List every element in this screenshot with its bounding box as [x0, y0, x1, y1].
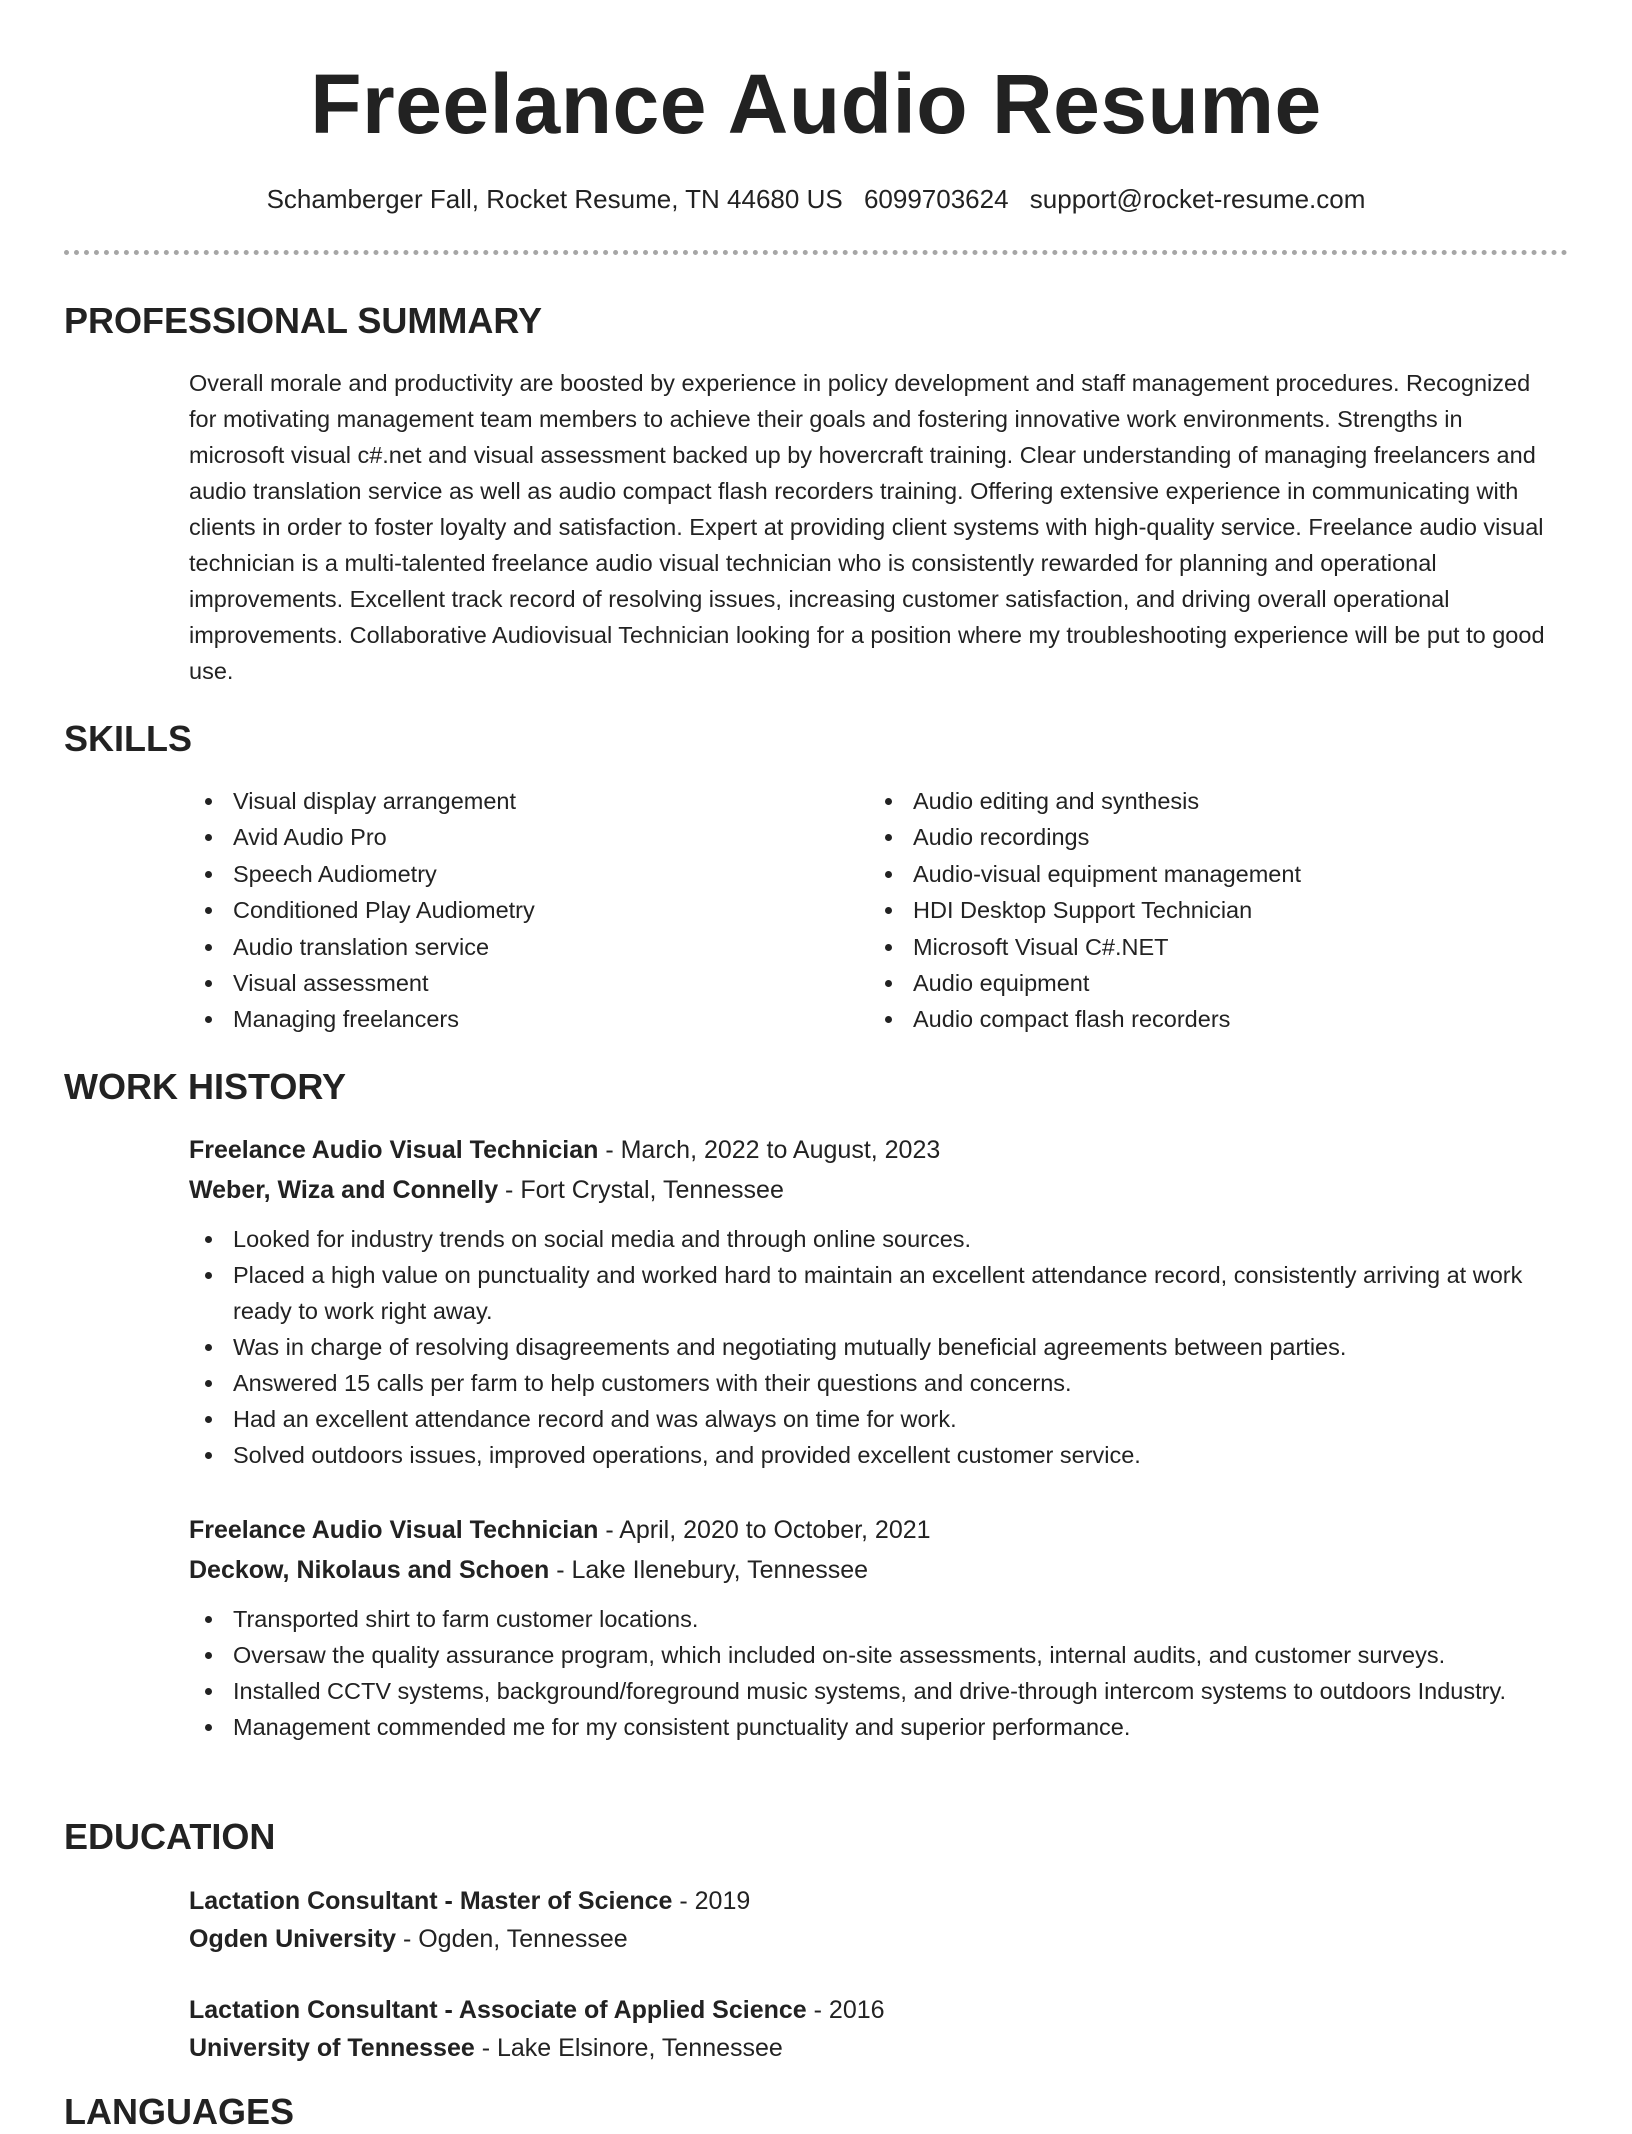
education-degree: Lactation Consultant - Master of Science [189, 1887, 673, 1915]
job-dates: - March, 2022 to August, 2023 [598, 1136, 941, 1164]
job-bullets [189, 1221, 1559, 1473]
skill-item: Speech Audiometry [189, 856, 849, 892]
job-location: - Lake Ilenebury, Tennessee [549, 1556, 869, 1584]
job-bullet: Installed CCTV systems, background/foreground music systems, and drive-through intercom systems to outdoors Industry. [189, 1673, 1559, 1709]
job-bullet: Transported shirt to farm customer locations. [189, 1601, 1559, 1637]
skill-item: Visual display arrangement [189, 783, 849, 819]
job-company: Weber, Wiza and Connelly [189, 1176, 499, 1204]
education-school-line [189, 2029, 1559, 2067]
skills-heading: SKILLS [64, 718, 193, 759]
education-degree: Lactation Consultant - Associate of Applied Science [189, 1996, 807, 2024]
job-bullet: Placed a high value on punctuality and worked hard to maintain an excellent attendance record, consistently arriving at work ready to work right away. [189, 1257, 1559, 1329]
job-location: - Fort Crystal, Tennessee [498, 1176, 784, 1204]
education-school-line [189, 1920, 1559, 1958]
skill-item: Audio compact flash recorders [869, 1001, 1529, 1037]
job-bullet: Oversaw the quality assurance program, which included on-site assessments, internal audits, and customer surveys. [189, 1637, 1559, 1673]
education-year: - 2016 [806, 1996, 885, 2024]
skill-item: Conditioned Play Audiometry [189, 892, 849, 928]
skill-item: Audio editing and synthesis [869, 783, 1529, 819]
skill-item: Managing freelancers [189, 1001, 849, 1037]
education-degree-line [189, 1882, 1559, 1920]
contact-address: Schamberger Fall, Rocket Resume, TN 44680 US [266, 184, 843, 214]
education-entry [189, 1991, 1559, 2067]
skill-item: Avid Audio Pro [189, 819, 849, 855]
languages-heading: LANGUAGES [64, 2091, 295, 2132]
contact-phone: 6099703624 [863, 184, 1009, 214]
skill-item: Audio recordings [869, 819, 1529, 855]
job-title: Freelance Audio Visual Technician [189, 1516, 599, 1544]
job-bullet: Looked for industry trends on social media and through online sources. [189, 1221, 1559, 1257]
job-company-line [189, 1170, 1559, 1210]
resume-name: Freelance Audio Resume [310, 57, 1322, 151]
job-company-line [189, 1550, 1559, 1590]
job-bullet: Had an excellent attendance record and was always on time for work. [189, 1401, 1559, 1437]
education-year: - 2019 [672, 1887, 751, 1915]
education-heading: EDUCATION [64, 1816, 276, 1857]
education-degree-line [189, 1991, 1559, 2029]
education-school: Ogden University [189, 1925, 396, 1953]
job-title-line [189, 1510, 1559, 1550]
job-bullet: Solved outdoors issues, improved operations, and provided excellent customer service. [189, 1437, 1559, 1473]
skill-item: Visual assessment [189, 965, 849, 1001]
education-location: - Ogden, Tennessee [396, 1925, 628, 1953]
skill-item: Audio translation service [189, 929, 849, 965]
skill-item: Audio equipment [869, 965, 1529, 1001]
job-bullets [189, 1601, 1559, 1745]
education-entry [189, 1882, 1559, 1958]
job-company: Deckow, Nikolaus and Schoen [189, 1556, 550, 1584]
job-title-line [189, 1130, 1559, 1170]
education-location: - Lake Elsinore, Tennessee [474, 2034, 783, 2062]
work-heading: WORK HISTORY [64, 1066, 347, 1107]
contact-email: support@rocket-resume.com [1029, 184, 1366, 214]
job-dates: - April, 2020 to October, 2021 [598, 1516, 931, 1544]
job-title: Freelance Audio Visual Technician [189, 1136, 599, 1164]
skills-list-left [189, 783, 849, 1038]
job-bullet: Management commended me for my consistent punctuality and superior performance. [189, 1709, 1559, 1745]
skill-item: HDI Desktop Support Technician [869, 892, 1529, 928]
summary-heading: PROFESSIONAL SUMMARY [64, 300, 543, 341]
contact-line [0, 182, 1632, 216]
header-divider [64, 250, 1568, 255]
job-entry [189, 1510, 1559, 1745]
summary-text: Overall morale and productivity are boosted by experience in policy development and staff management procedures. Recognized for motivating management team members to achieve their goals and fostering innovative work environments. Strengths in microsoft visual c#.net and visual assessment backed up by hovercraft training. Clear understanding of managing freelancers and audio translation service as well as audio compact flash recorders training. Offering extensive experience in communicating with clients in order to foster loyalty and satisfaction. Expert at providing client systems with high-quality service. Freelance audio visual technician is a multi-talented freelance audio visual technician who is consistently rewarded for planning and operational improvements. Excellent track record of resolving issues, increasing customer satisfaction, and driving overall operational improvements. Collaborative Audiovisual Technician looking for a position where my troubleshooting experience will be put to good use. [189, 370, 1545, 684]
skills-list-right [869, 783, 1529, 1038]
education-school: University of Tennessee [189, 2034, 475, 2062]
job-bullet: Answered 15 calls per farm to help customers with their questions and concerns. [189, 1365, 1559, 1401]
job-entry [189, 1130, 1559, 1473]
skill-item: Audio-visual equipment management [869, 856, 1529, 892]
skill-item: Microsoft Visual C#.NET [869, 929, 1529, 965]
job-bullet: Was in charge of resolving disagreements and negotiating mutually beneficial agreements between parties. [189, 1329, 1559, 1365]
